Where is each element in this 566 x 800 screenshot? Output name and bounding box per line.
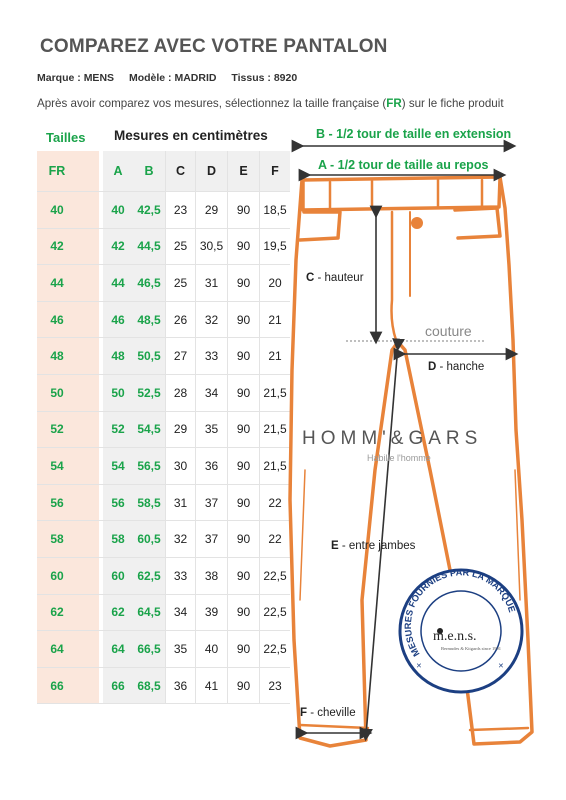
column-header-e: E bbox=[228, 151, 260, 192]
cell-c: 36 bbox=[166, 667, 196, 704]
cell-d: 37 bbox=[196, 484, 228, 521]
cell-d: 32 bbox=[196, 301, 228, 338]
cell-d: 36 bbox=[196, 448, 228, 485]
cell-c: 26 bbox=[166, 301, 196, 338]
instruction-text: Après avoir comparez vos mesures, sélectionnez la taille française (FR) sur le fiche produit bbox=[37, 97, 504, 110]
stamp-brand-sub: Bermudes & Kitgards since 1991 bbox=[441, 646, 501, 651]
cell-a: 44 bbox=[103, 265, 133, 302]
cell-f: 21 bbox=[260, 301, 291, 338]
cell-a: 48 bbox=[103, 338, 133, 375]
cell-fr: 56 bbox=[37, 484, 72, 521]
cell-fr: 48 bbox=[37, 338, 72, 375]
cell-fr: 52 bbox=[37, 411, 72, 448]
cell-fr: 40 bbox=[37, 192, 72, 229]
cell-e: 90 bbox=[228, 228, 260, 265]
cell-fr: 58 bbox=[37, 521, 72, 558]
cell-b: 62,5 bbox=[133, 557, 166, 594]
cell-fr: 64 bbox=[37, 631, 72, 668]
cell-b: 66,5 bbox=[133, 631, 166, 668]
cell-e: 90 bbox=[228, 631, 260, 668]
cell-a: 52 bbox=[103, 411, 133, 448]
cell-f: 22,5 bbox=[260, 594, 291, 631]
cell-e: 90 bbox=[228, 374, 260, 411]
column-header-b: B bbox=[133, 151, 166, 192]
cell-e: 90 bbox=[228, 192, 260, 229]
page-title: COMPAREZ AVEC VOTRE PANTALON bbox=[40, 36, 388, 57]
cell-e: 90 bbox=[228, 521, 260, 558]
cell-c: 32 bbox=[166, 521, 196, 558]
cell-a: 46 bbox=[103, 301, 133, 338]
cell-f: 22,5 bbox=[260, 631, 291, 668]
label-c-hauteur: C - hauteur bbox=[306, 272, 364, 284]
cell-b: 52,5 bbox=[133, 374, 166, 411]
cell-b: 42,5 bbox=[133, 192, 166, 229]
cell-fr: 62 bbox=[37, 594, 72, 631]
cell-c: 25 bbox=[166, 228, 196, 265]
label-b-extension: B - 1/2 tour de taille en extension bbox=[316, 127, 512, 141]
cell-e: 90 bbox=[228, 265, 260, 302]
cell-c: 31 bbox=[166, 484, 196, 521]
cell-e: 90 bbox=[228, 448, 260, 485]
cell-e: 90 bbox=[228, 411, 260, 448]
cell-e: 90 bbox=[228, 594, 260, 631]
cell-c: 29 bbox=[166, 411, 196, 448]
cell-d: 33 bbox=[196, 338, 228, 375]
column-header-d: D bbox=[196, 151, 228, 192]
svg-text:✕: ✕ bbox=[498, 663, 504, 670]
cell-a: 40 bbox=[103, 192, 133, 229]
label-a-repos: A - 1/2 tour de taille au repos bbox=[318, 158, 489, 172]
mesures-header: Mesures en centimètres bbox=[114, 128, 268, 143]
tissus-field: Tissus : 8920 bbox=[231, 72, 298, 84]
cell-e: 90 bbox=[228, 667, 260, 704]
cell-f: 22 bbox=[260, 484, 291, 521]
stamp-brand-name: m.e.n.s. bbox=[433, 629, 477, 644]
pants-button bbox=[411, 217, 423, 229]
cell-fr: 54 bbox=[37, 448, 72, 485]
brand-tagline: Habille l'homme bbox=[367, 453, 431, 463]
cell-f: 22 bbox=[260, 521, 291, 558]
modele-field: Modèle : MADRID bbox=[128, 72, 217, 84]
cell-b: 60,5 bbox=[133, 521, 166, 558]
cell-b: 64,5 bbox=[133, 594, 166, 631]
column-header-f: F bbox=[260, 151, 291, 192]
cell-c: 35 bbox=[166, 631, 196, 668]
cell-a: 64 bbox=[103, 631, 133, 668]
column-header-fr: FR bbox=[37, 151, 72, 192]
cell-f: 21,5 bbox=[260, 411, 291, 448]
cell-d: 39 bbox=[196, 594, 228, 631]
label-e-entrejambes: E - entre jambes bbox=[331, 540, 416, 552]
cell-f: 22,5 bbox=[260, 557, 291, 594]
label-f-cheville: F - cheville bbox=[300, 707, 356, 719]
cell-f: 19,5 bbox=[260, 228, 291, 265]
cell-c: 27 bbox=[166, 338, 196, 375]
svg-text:MESURES FOURNIES PAR LA MARQUE: MESURES FOURNIES PAR LA MARQUE bbox=[402, 568, 518, 659]
cell-a: 60 bbox=[103, 557, 133, 594]
cell-a: 56 bbox=[103, 484, 133, 521]
cell-a: 54 bbox=[103, 448, 133, 485]
cell-d: 35 bbox=[196, 411, 228, 448]
brand-logo-text: HOMM'&GARS bbox=[302, 428, 483, 449]
cell-e: 90 bbox=[228, 484, 260, 521]
cell-a: 66 bbox=[103, 667, 133, 704]
label-d-hanche: D - hanche bbox=[428, 361, 485, 373]
cell-f: 21,5 bbox=[260, 448, 291, 485]
cell-fr: 66 bbox=[37, 667, 72, 704]
cell-a: 50 bbox=[103, 374, 133, 411]
cell-c: 33 bbox=[166, 557, 196, 594]
cell-b: 58,5 bbox=[133, 484, 166, 521]
cell-f: 23 bbox=[260, 667, 291, 704]
cell-e: 90 bbox=[228, 557, 260, 594]
cell-c: 23 bbox=[166, 192, 196, 229]
cell-f: 21 bbox=[260, 338, 291, 375]
svg-text:✕: ✕ bbox=[416, 663, 422, 670]
tailles-header: Tailles bbox=[46, 130, 86, 145]
cell-f: 20 bbox=[260, 265, 291, 302]
label-couture: couture bbox=[425, 323, 472, 339]
cell-d: 40 bbox=[196, 631, 228, 668]
cell-b: 44,5 bbox=[133, 228, 166, 265]
cell-d: 41 bbox=[196, 667, 228, 704]
cell-e: 90 bbox=[228, 301, 260, 338]
cell-c: 34 bbox=[166, 594, 196, 631]
cell-f: 21,5 bbox=[260, 374, 291, 411]
cell-b: 46,5 bbox=[133, 265, 166, 302]
cell-fr: 42 bbox=[37, 228, 72, 265]
cell-f: 18,5 bbox=[260, 192, 291, 229]
cell-d: 37 bbox=[196, 521, 228, 558]
marque-field: Marque : MENS bbox=[37, 72, 115, 84]
cell-a: 42 bbox=[103, 228, 133, 265]
cell-a: 62 bbox=[103, 594, 133, 631]
cell-d: 30,5 bbox=[196, 228, 228, 265]
cell-b: 50,5 bbox=[133, 338, 166, 375]
cell-b: 68,5 bbox=[133, 667, 166, 704]
cell-b: 56,5 bbox=[133, 448, 166, 485]
cell-c: 28 bbox=[166, 374, 196, 411]
cell-fr: 46 bbox=[37, 301, 72, 338]
cell-c: 30 bbox=[166, 448, 196, 485]
cell-c: 25 bbox=[166, 265, 196, 302]
column-header-a: A bbox=[103, 151, 133, 192]
cell-d: 34 bbox=[196, 374, 228, 411]
cell-e: 90 bbox=[228, 338, 260, 375]
cell-fr: 60 bbox=[37, 557, 72, 594]
column-header-c: C bbox=[166, 151, 196, 192]
cell-a: 58 bbox=[103, 521, 133, 558]
cell-b: 54,5 bbox=[133, 411, 166, 448]
cell-fr: 44 bbox=[37, 265, 72, 302]
cell-b: 48,5 bbox=[133, 301, 166, 338]
cell-d: 38 bbox=[196, 557, 228, 594]
cell-d: 31 bbox=[196, 265, 228, 302]
cell-fr: 50 bbox=[37, 374, 72, 411]
cell-d: 29 bbox=[196, 192, 228, 229]
